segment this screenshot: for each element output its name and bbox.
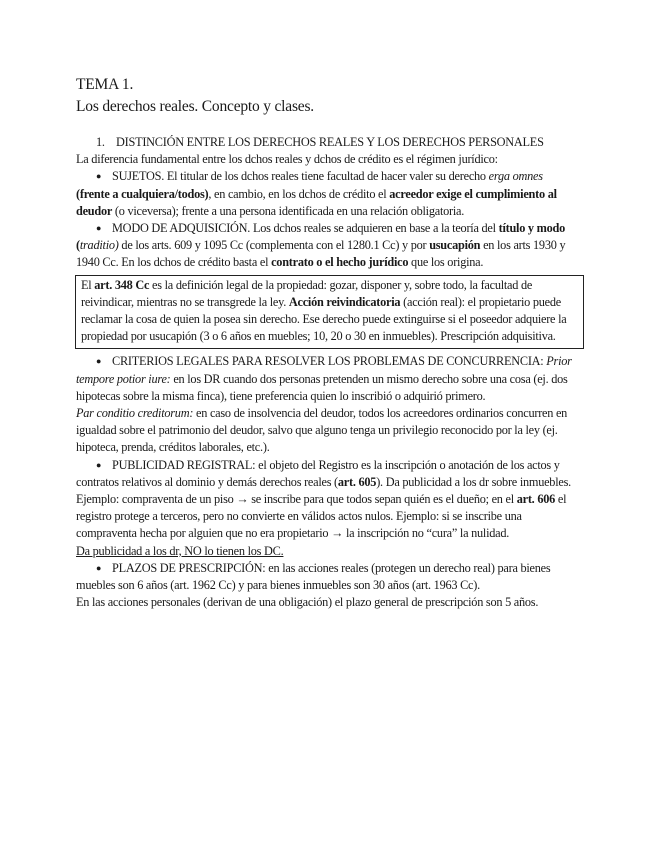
intro-paragraph: La diferencia fundamental entre los dchos reales y dchos de crédito es el régimen jurídico: — [76, 152, 498, 167]
bullet-sujetos: ● SUJETOS. El titular de los dchos reales tiene facultad de hacer valer su derecho erga omnes (frente a cualquiera/todos), en cambio, en los dchos de crédito el acreedor exige el cumplimiento al deudor (o viceversa); frente a una persona identificada en una relación obligatoria. — [76, 169, 557, 218]
bullet-criterios-legales: ● CRITERIOS LEGALES PARA RESOLVER LOS PROBLEMAS DE CONCURRENCIA: Prior tempore potior iure: en los DR cuando dos personas pretenden un mismo derecho sobre una cosa (ej. dos hipotecas sobre la misma finca), tiene preferencia quien lo inscribió o adquirió primero. — [76, 354, 572, 403]
document-subtitle: Los derechos reales. Concepto y clases. — [76, 98, 314, 115]
closing-paragraph: En las acciones personales (derivan de una obligación) el plazo general de prescripción son 5 años. — [76, 595, 539, 610]
bullet-modo-adquisicion: ● MODO DE ADQUISICIÓN. Los dchos reales se adquieren en base a la teoría del título y modo (traditio) de los arts. 609 y 1095 Cc (complementa con el 1280.1 Cc) y por usucapión en los arts 1930 y 1940 Cc. En los dchos de crédito basta el contrato o el hecho jurídico que los origina. — [76, 221, 566, 270]
bullet-publicidad-registral: ● PUBLICIDAD REGISTRAL: el objeto del Registro es la inscripción o anotación de los actos y contratos relativos al dominio y demás derechos reales (art. 605). Da publicidad a los dr sobre inmuebles. Ejemplo: compraventa de un piso → se inscribe para que todos sepan quién es el dueño; en el art. 606 el registro protege a terceros, pero no convierte en válidos actos nulos. Ejemplo: si se inscribe una compraventa hecha por alguien que no era propietario → la inscripción no “cura” la nulidad. — [76, 457, 571, 541]
boxed-note-art-348: El art. 348 Cc es la definición legal de la propiedad: gozar, disponer y, sobre todo, la facultad de reivindicar, mientras no se transgrede la ley. Acción reivindicatoria (acción real): el propietario puede reclamar la cosa de quien la posea sin derecho. Ese derecho puede extinguirse si el poseedor adquiere la propiedad por usucapión (3 o 6 años en muebles; 10, 20 o 30 en inmuebles). Prescripción adquisitiva. — [75, 275, 584, 350]
bullet-icon: ● — [96, 562, 102, 573]
bullet-icon: ● — [96, 356, 102, 367]
paragraph-par-conditio: Par conditio creditorum: en caso de insolvencia del deudor, todos los acreedores ordinarios concurren en igualdad sobre el patrimonio del deudor, salvo que alguno tenga un privilegio reconocido por la ley (ej. hipoteca, prenda, créditos laborales, etc.). — [76, 406, 568, 455]
bullet-icon: ● — [96, 171, 102, 182]
document-page — [76, 74, 576, 611]
section-heading — [76, 134, 576, 151]
bullet-plazos-prescripcion: ● PLAZOS DE PRESCRIPCIÓN: en las acciones reales (protegen un derecho real) para bienes muebles son 6 años (art. 1962 Cc) y para bienes inmuebles son 30 años (art. 1963 Cc). — [76, 560, 551, 593]
section-heading-text: DISTINCIÓN ENTRE LOS DERECHOS REALES Y LOS DERECHOS PERSONALES — [116, 135, 544, 149]
bullet-icon: ● — [96, 223, 102, 234]
bullet-icon: ● — [96, 459, 102, 470]
underlined-note: Da publicidad a los dr, NO lo tienen los DC. — [76, 543, 284, 558]
document-title: TEMA 1. — [76, 76, 134, 93]
section-number: 1. — [96, 135, 105, 149]
